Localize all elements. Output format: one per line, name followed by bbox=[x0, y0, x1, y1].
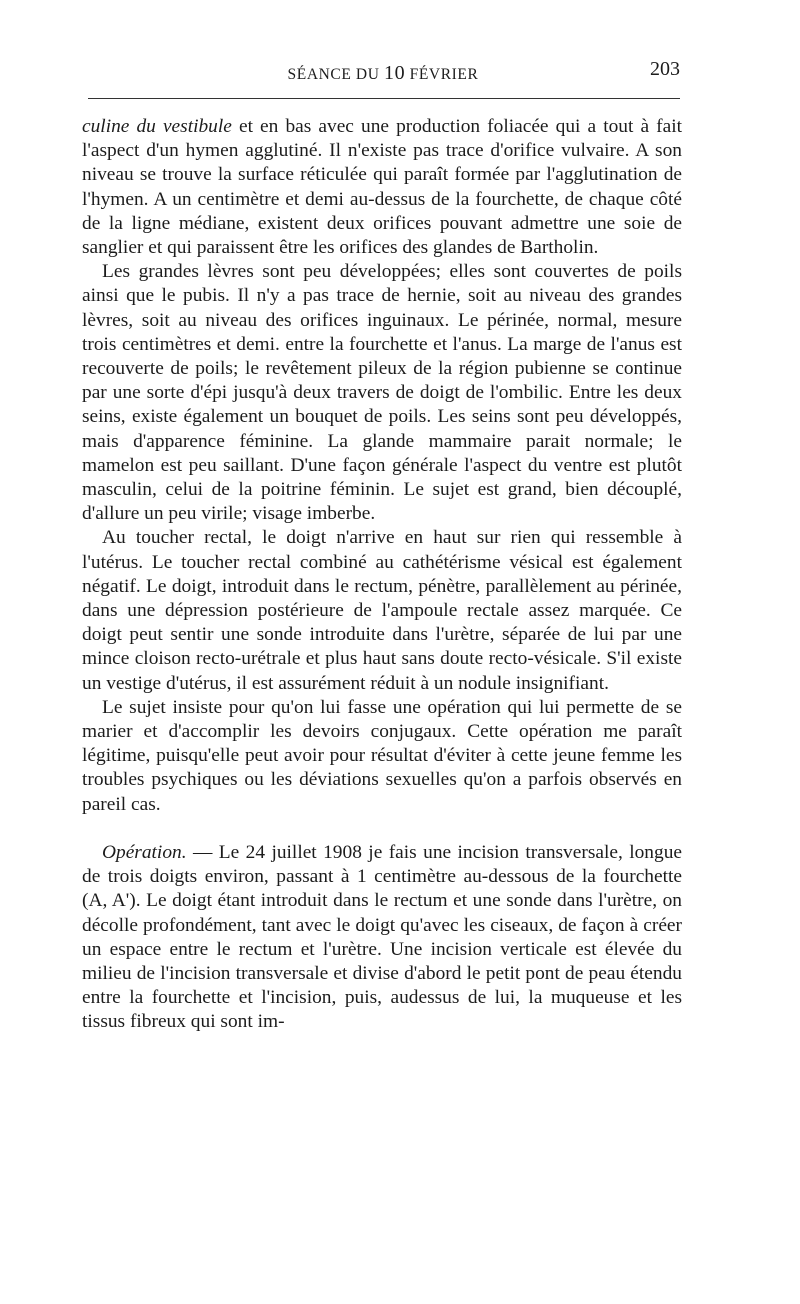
header-title bbox=[84, 62, 682, 85]
body-text bbox=[82, 115, 682, 1035]
header-rule bbox=[88, 98, 680, 99]
operation-heading: Opération. bbox=[102, 841, 187, 863]
page-number: 203 bbox=[650, 58, 680, 80]
running-header bbox=[84, 58, 682, 86]
paragraph-4 bbox=[82, 696, 682, 817]
paragraph-3-text: Au toucher rectal, le doigt n'arrive en haut sur rien qui ressemble à l'utérus. Le toucher rectal combiné au cathétérisme vésical est également négatif. Le doigt, introduit dans le rectum, pénètre, parallèlement au périnée, dans une dépression postérieure de l'ampoule rectale assez marquée. Ce doigt peut sentir une sonde introduite dans l'urètre, séparée de lui par une mince cloison recto-urétrale et plus haut sans doute recto-vésicale. S'il existe un vestige d'utérus, il est assurément réduit à un nodule insignifiant. bbox=[82, 527, 682, 694]
paragraph-2-text: Les grandes lèvres sont peu développées; elles sont couvertes de poils ainsi que le pubis. Il n'y a pas trace de hernie, soit au niveau des grandes lèvres, soit au niveau des orifices inguinaux. Le périnée, normal, mesure trois centimètres et demi. entre la fourchette et l'anus. La marge de l'anus est recouverte de poils; le revêtement pileux de la région pubienne se continue par une sorte d'épi jusqu'à deux travers de doigt de l'ombilic. Entre les deux seins, existe également un bouquet de poils. Les seins sont peu développés, mais d'apparence féminine. La glande mammaire parait normale; le mamelon est peu saillant. D'une façon générale l'aspect du ventre est plutôt masculin, celui de la poitrine féminin. Le sujet est grand, bien découplé, d'allure un peu virile; visage imberbe. bbox=[82, 261, 682, 525]
paragraph-operation-text: — Le 24 juillet 1908 je fais une incision transversale, longue de trois doigts environ, passant à 1 centimètre au-dessous de la fourchette (A, A'). Le doigt étant introduit dans le rectum et une sonde dans l'urètre, on décolle profondément, tant avec le doigt qu'avec les ciseaux, de façon à créer un espace entre le rectum et l'urètre. Une incision verticale est élevée du milieu de l'incision transversale et divise d'abord le petit pont de peau étendu entre la fourchette et l'incision, puis, audessus de lui, la muqueuse et les tissus fibreux qui sont im- bbox=[82, 841, 682, 1033]
paragraph-1-text: et en bas avec une production foliacée qui a tout à fait l'aspect d'un hymen agglutiné. Il n'existe pas trace d'orifice vulvaire. A son niveau se trouve la surface réticulée qui paraît formée par l'agglutination de l'hymen. A un centimètre et demi au-dessus de la fourchette, de chaque côté de la ligne médiane, existent deux orifices pouvant admettre une soie de sanglier et qui paraissent être les orifices des glandes de Bartholin. bbox=[82, 116, 682, 259]
paragraph-2 bbox=[82, 260, 682, 526]
paragraph-4-text: Le sujet insiste pour qu'on lui fasse une opération qui lui permette de se marier et d'accomplir les devoirs conjugaux. Cette opération me paraît légitime, puisqu'elle peut avoir pour résultat d'éviter à cette jeune femme les troubles psychiques ou les déviations sexuelles qu'on a parfois observés en pareil cas. bbox=[82, 696, 682, 815]
paragraph-3 bbox=[82, 526, 682, 695]
paragraph-operation bbox=[82, 841, 682, 1035]
header-title-suffix: FÉVRIER bbox=[405, 66, 479, 83]
header-title-prefix: SÉANCE DU bbox=[287, 66, 384, 83]
paragraph-1 bbox=[82, 115, 682, 260]
paragraph-1-italic: culine du vestibule bbox=[82, 116, 232, 137]
header-title-day: 10 bbox=[383, 62, 406, 84]
